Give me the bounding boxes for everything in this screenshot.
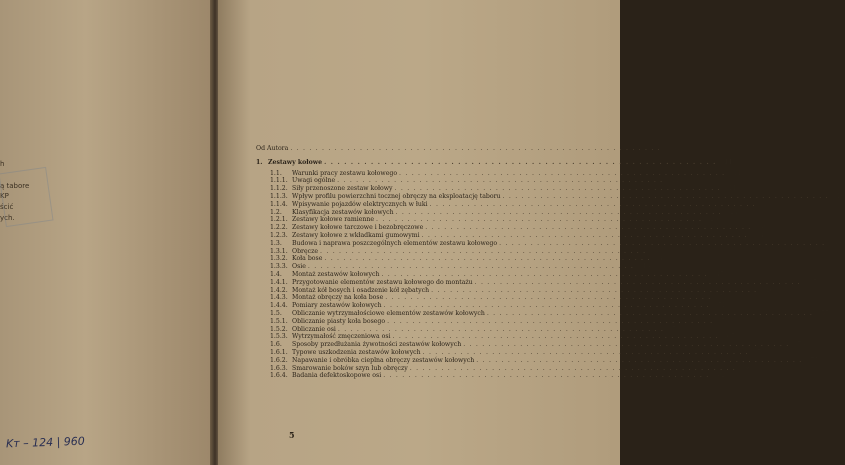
toc-entry: [256, 348, 765, 357]
toc-entry: [256, 364, 752, 373]
toc-title: Napawanie i obróbka cieplna obręczy zestawów kołowych: [292, 356, 475, 364]
toc-number: 1.3.1.: [270, 247, 288, 255]
toc-entry: [256, 231, 764, 240]
toc-leader: . . . . . . . . . . . . . . . . . . . . . . . . . . . . . . . . . . . . . . . . . . . . . . . . . . . .: [502, 192, 829, 200]
toc-title: Obliczanie osi: [292, 325, 336, 333]
toc-entry: [256, 309, 830, 318]
toc-entry: [256, 372, 726, 380]
toc-page: 11: [723, 158, 733, 166]
toc-leader: . . . . . . . . . . . . . . . . . . . . . . . . . . . . . . . . . . . . . . . . . . . . . . . . . . . .: [422, 348, 749, 356]
toc-preface: [256, 145, 677, 153]
toc-title: Siły przenoszone zestaw kołowy: [292, 185, 393, 193]
toc-page: 19: [763, 200, 772, 208]
toc-page: 11: [671, 177, 680, 185]
toc-page: 75: [810, 356, 819, 364]
toc-page: 73: [756, 348, 765, 356]
toc-title: Osie: [292, 263, 306, 271]
toc-leader: . . . . . . . . . . . . . . . . . . . . . . . . . . . . . . . . . . . . . . . . . . . . . . . . . . . .: [431, 286, 758, 294]
toc-leader: . . . . . . . . . . . . . . . . . . . . . . . . . . . . . . . . . . . . . . . . . . . . . . . . . . . .: [381, 270, 708, 278]
toc-number: 1.2.2.: [270, 224, 288, 232]
toc-page: 57: [821, 309, 830, 317]
toc-page: 67: [726, 333, 735, 341]
toc-number: 1.3.2.: [270, 255, 288, 263]
toc-number: 1.4.1.: [270, 278, 288, 286]
toc-number: 1.4.4.: [270, 302, 288, 310]
toc-title: Zestawy kołowe: [268, 158, 323, 166]
toc-number: 1.6.1.: [270, 348, 288, 356]
toc-leader: . . . . . . . . . . . . . . . . . . . . . . . . . . . . . . . . . . . . . . . . . . . . . . . . . . . .: [395, 208, 722, 216]
toc-page: 82: [717, 372, 726, 380]
toc-title: Pomiary zestawów kołowych: [292, 302, 382, 310]
page-number: 5: [289, 430, 295, 440]
toc-leader: . . . . . . . . . . . . . . . . . . . . . . . . . . . . . . . . . . . . . . . . . . . . . . . . . . . .: [425, 224, 752, 232]
toc-title: Badania defektoskopowe osi: [292, 372, 382, 380]
toc-entry: [256, 255, 667, 263]
faded-stamp: [0, 167, 54, 227]
toc-title: Smarowanie boków szyn lub obręczy: [292, 364, 408, 372]
toc-page: 45: [715, 270, 724, 278]
toc-page: 51: [719, 294, 728, 302]
toc-number: 1.5.: [270, 309, 282, 317]
toc-leader: . . . . . . . . . . . . . . . . . . . . . . . . . . . . . . . . . . . . . . . . . . . . . . . . . . . .: [385, 294, 712, 302]
toc-page: 16: [836, 192, 845, 200]
toc-entry: [256, 239, 842, 248]
toc-title: Obliczanie wytrzymałościowe elementów zestawów kołowych: [292, 309, 485, 317]
toc-entry: [256, 192, 845, 201]
toc-entries: [256, 169, 845, 381]
toc-number: 1.4.2.: [270, 286, 288, 294]
toc-title: Koła bose: [292, 255, 323, 263]
toc-page: 11: [728, 185, 737, 193]
toc-number: 1.6.: [270, 341, 282, 349]
toc-chapter: [256, 158, 733, 167]
toc-leader: . . . . . . . . . . . . . . . . . . . . . . . . . . . . . . . . . . . . . . . . . . . . . . . . . . . .: [307, 263, 635, 271]
table-of-contents: [256, 145, 845, 380]
toc-leader: . . . . . . . . . . . . . . . . . . . . . . . . . . . . . . . . . . . . . . . . . . . . . . . . . . . .: [409, 364, 736, 372]
toc-number: 1.1.4.: [270, 200, 288, 208]
toc-leader: . . . . . . . . . . . . . . . . . . . . . . . . . . . . . . . . . . . . . . . . . . . . . . . . . . . .: [474, 278, 801, 286]
toc-number: 1.: [256, 158, 263, 166]
toc-entry: [256, 278, 817, 287]
left-page-fragment: ą tabore: [0, 182, 30, 190]
toc-number: 1.4.: [270, 270, 282, 278]
toc-leader: . . . . . . . . . . . . . . . . . . . . . . . . . . . . . . . . . . . . . . . . . . . . . . . . . . . .: [394, 185, 721, 193]
toc-page: 73: [797, 341, 806, 349]
toc-title: Montaż kół bosych i osadzenie kół zębatych: [292, 286, 430, 294]
toc-leader: . . . . . . . . . . . . . . . . . . . . . . . . . . . . . . . . . . . . . . . . . . . . . . . . . . . .: [486, 309, 814, 317]
toc-entry: [256, 224, 768, 232]
toc-title: Budowa i naprawa poszczególnych elementów zestawu kołowego: [292, 239, 498, 247]
toc-page: 46: [765, 286, 774, 294]
toc-entry: [256, 247, 663, 256]
toc-page: 11: [733, 169, 742, 177]
toc-page: 59: [672, 325, 681, 333]
toc-title: Wpływ profilu powierzchni tocznej obręczy na eksploatację taboru: [292, 192, 501, 200]
toc-title: Zestawy kołowe ramienne: [292, 216, 374, 224]
toc-page: 45: [808, 278, 817, 286]
toc-page: 30: [759, 224, 768, 232]
toc-title: Warunki pracy zestawu kołowego: [292, 169, 398, 177]
toc-leader: . . . . . . . . . . . . . . . . . . . . . . . . . . . . . . . . . . . . . . . . . . . . . . . . . . . .: [499, 239, 826, 247]
toc-number: 1.1.: [270, 169, 282, 177]
toc-number: 1.2.: [270, 208, 282, 216]
toc-number: 1.6.4.: [270, 372, 288, 380]
toc-leader: . . . . . . . . . . . . . . . . . . . . . . . . . . . . . . . . . . . . . . . . . . . . . . . . . . . .: [324, 255, 651, 263]
toc-number: 1.6.2.: [270, 356, 288, 364]
toc-entry: [256, 294, 728, 302]
left-page-fragment: h: [0, 160, 5, 168]
toc-title: Klasyfikacja zestawów kołowych: [292, 208, 394, 216]
toc-number: 1.5.3.: [270, 333, 288, 341]
handwritten-shelfmark: Kт – 124 | 960: [5, 434, 86, 451]
toc-leader: . . . . . . . . . . . . . . . . . . . . . . . . . . . . . . . . . . . . . . . . . . . . . . . . . . . .: [421, 231, 748, 239]
toc-leader: . . . . . . . . . . . . . . . . . . . . . . . . . . . . . . . . . . . . . . . . . . . . . . . . . . . .: [337, 177, 664, 185]
left-page-fragment: ych.: [0, 214, 15, 222]
toc-number: 1.6.3.: [270, 364, 288, 372]
toc-page: 51: [717, 302, 726, 310]
toc-entry: [256, 185, 737, 193]
toc-page: 39: [654, 247, 663, 255]
toc-page: 58: [721, 317, 730, 325]
toc-leader: . . . . . . . . . . . . . . . . . . . . . . . . . . . . . . . . . . . . . . . . . . . . . . . . . . . .: [320, 247, 647, 255]
toc-leader: . . . . . . . . . . . . . . . . . . . . . . . . . . . . . . . . . . . . . . . . . . . . . . . . . . . .: [337, 325, 665, 333]
toc-title: Obliczanie piasty koła bosego: [292, 317, 386, 325]
toc-number: 1.3.: [270, 239, 282, 247]
toc-entry: [256, 325, 681, 334]
toc-leader: . . . . . . . . . . . . . . . . . . . . . . . . . . . . . . . . . . . . . . . . . . . . . . . . . . . .: [429, 200, 756, 208]
toc-page: 41: [658, 255, 667, 263]
toc-entry: [256, 200, 772, 209]
toc-page: 24: [729, 208, 738, 216]
toc-number: 1.2.3.: [270, 231, 288, 239]
toc-page: 34: [755, 231, 764, 239]
toc-page: 43: [642, 263, 651, 271]
toc-title: Wpisywanie pojazdów elektrycznych w łuki: [292, 200, 428, 208]
toc-leader: . . . . . . . . . . . . . . . . . . . . . . . . . . . . . . . . . . . . . . . . . . . . . . . . . . . .: [387, 317, 714, 325]
toc-leader: . . . . . . . . . . . . . . . . . . . . . . . . . . . . . . . . . . . . . . . . . . . . . . . . . . . .: [383, 302, 710, 310]
toc-title: Montaż obręczy na koła bose: [292, 294, 384, 302]
toc-leader: . . . . . . . . . . . . . . . . . . . . . . . . . . . . . . . . . . . . . . . . . . . . . . . . . . . .: [392, 333, 719, 341]
toc-page: 9: [672, 145, 677, 152]
toc-leader: . . . . . . . . . . . . . . . . . . . . . . . . . . . . . . . . . . . . . . . . . . . . . . . . . . . . . . . . . . .: [324, 158, 717, 166]
toc-title: Zestawy kołowe tarczowe i bezobręczowe: [292, 224, 424, 232]
toc-title: Montaż zestawów kołowych: [292, 270, 380, 278]
toc-entry: [256, 317, 730, 326]
left-page-fragment: KP: [0, 192, 9, 200]
toc-entry: [256, 263, 651, 271]
toc-leader: . . . . . . . . . . . . . . . . . . . . . . . . . . . . . . . . . . . . . . . . . . . . . . . . . . . .: [376, 216, 703, 224]
toc-entry: [256, 270, 724, 279]
toc-leader: . . . . . . . . . . . . . . . . . . . . . . . . . . . . . . . . . . . . . . . . . . . . . . . . . . . .: [476, 356, 803, 364]
toc-title: Uwagi ogólne: [292, 177, 336, 185]
toc-page: 80: [744, 364, 752, 372]
toc-number: 1.5.1.: [270, 317, 288, 325]
toc-entry: [256, 302, 726, 310]
toc-page: 39: [833, 239, 842, 247]
toc-entry: [256, 208, 738, 217]
toc-leader: . . . . . . . . . . . . . . . . . . . . . . . . . . . . . . . . . . . . . . . . . . . . . . . . . . . .: [383, 372, 710, 380]
left-page-fragment: ścić: [0, 203, 14, 211]
toc-number: 1.4.3.: [270, 294, 288, 302]
toc-number: 1.5.2.: [270, 325, 288, 333]
toc-number: 1.1.3.: [270, 192, 288, 200]
toc-number: 1.3.3.: [270, 263, 288, 271]
toc-number: 1.2.1.: [270, 216, 288, 224]
toc-leader: . . . . . . . . . . . . . . . . . . . . . . . . . . . . . . . . . . . . . . . . . . . . . . . . . . . .: [399, 169, 726, 177]
toc-title: Od Autora: [256, 145, 289, 152]
toc-title: Wytrzymałość zmęczeniowa osi: [292, 333, 391, 341]
toc-entry: [256, 341, 806, 349]
toc-entry: [256, 169, 742, 178]
toc-entry: [256, 216, 719, 224]
toc-entry: [256, 286, 774, 295]
toc-title: Sposoby przedłużania żywotności zestawów kołowych: [292, 341, 462, 349]
toc-entry: [256, 356, 819, 365]
toc-number: 1.1.2.: [270, 185, 288, 193]
toc-title: Przygotowanie elementów zestawu kołowego do montażu: [292, 278, 473, 286]
left-page: [0, 0, 214, 465]
toc-title: Typowe uszkodzenia zestawów kołowych: [292, 348, 421, 356]
toc-entry: [256, 333, 735, 341]
toc-title: Obręcze: [292, 247, 319, 255]
toc-leader: . . . . . . . . . . . . . . . . . . . . . . . . . . . . . . . . . . . . . . . . . . . . . . . . . . . .: [463, 341, 790, 349]
toc-title: Zestawy kołowe z wkładkami gumowymi: [292, 231, 420, 239]
toc-leader: . . . . . . . . . . . . . . . . . . . . . . . . . . . . . . . . . . . . . . . . . . . . . . . . . . . . . . . . . . .: [290, 145, 661, 152]
toc-number: 1.1.1.: [270, 177, 288, 185]
toc-entry: [256, 177, 680, 185]
toc-page: 26: [710, 216, 719, 224]
